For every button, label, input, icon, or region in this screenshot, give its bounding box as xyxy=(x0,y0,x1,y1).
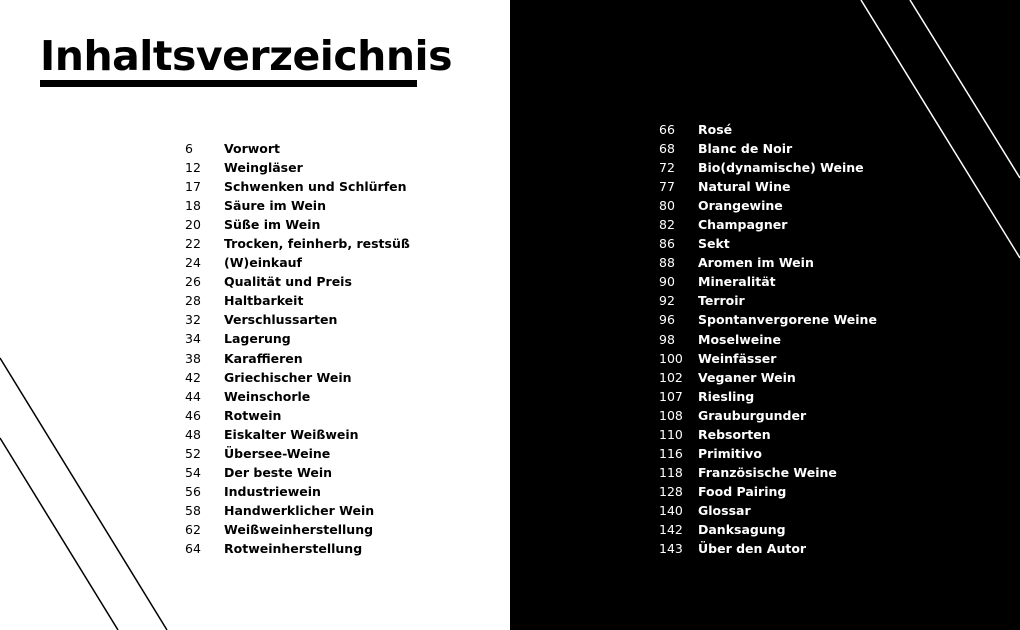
diagonal-line xyxy=(861,0,1020,258)
toc-page-number: 62 xyxy=(185,521,201,537)
toc-page-number: 143 xyxy=(659,541,683,557)
toc-chapter-title: Riesling xyxy=(698,388,755,404)
toc-page-number: 92 xyxy=(659,293,675,309)
toc-chapter-title: Mineralität xyxy=(698,274,776,290)
toc-chapter-title: Verschlussarten xyxy=(224,312,338,328)
toc-chapter-title: Spontanvergorene Weine xyxy=(698,312,877,328)
toc-page-number: 42 xyxy=(185,369,201,385)
toc-page-number: 77 xyxy=(659,179,675,195)
diagonal-line xyxy=(0,358,167,630)
toc-page-number: 116 xyxy=(659,445,683,461)
toc-chapter-title: Haltbarkeit xyxy=(224,293,304,309)
toc-page-number: 88 xyxy=(659,255,675,271)
toc-page-number: 18 xyxy=(185,198,201,214)
toc-page-number: 34 xyxy=(185,331,201,347)
toc-chapter-title: Trocken, feinherb, restsüß xyxy=(224,236,410,252)
decorative-lines-right xyxy=(510,0,1020,630)
toc-chapter-title: Aromen im Wein xyxy=(698,255,814,271)
toc-chapter-title: Weißweinherstellung xyxy=(224,521,374,537)
toc-chapter-title: Lagerung xyxy=(224,331,291,347)
toc-page-number: 52 xyxy=(185,445,201,461)
toc-chapter-title: Rotweinherstellung xyxy=(224,540,363,556)
toc-chapter-title: Sekt xyxy=(698,236,730,252)
toc-chapter-title: Weingläser xyxy=(224,160,303,176)
toc-page-number: 20 xyxy=(185,217,201,233)
toc-page-number: 108 xyxy=(659,407,683,423)
diagonal-line xyxy=(910,0,1020,178)
toc-page-number: 22 xyxy=(185,236,201,252)
toc-page-number: 17 xyxy=(185,179,201,195)
toc-chapter-title: Champagner xyxy=(698,217,788,233)
toc-page-number: 86 xyxy=(659,236,675,252)
toc-chapter-title: Danksagung xyxy=(698,521,786,537)
right-page xyxy=(510,0,1020,630)
toc-page-number: 110 xyxy=(659,426,683,442)
toc-page-number: 118 xyxy=(659,464,683,480)
toc-chapter-title: Glossar xyxy=(698,502,751,518)
toc-page-number: 66 xyxy=(659,122,675,137)
toc-chapter-title: Natural Wine xyxy=(698,179,791,195)
toc-chapter-title: Industriewein xyxy=(224,483,321,499)
toc-chapter-title: Veganer Wein xyxy=(698,369,796,385)
toc-page-number: 68 xyxy=(659,141,675,157)
toc-chapter-title: Über den Autor xyxy=(698,541,807,557)
toc-chapter-title: (W)einkauf xyxy=(224,255,302,271)
toc-chapter-title: Bio(dynamische) Weine xyxy=(698,160,864,176)
page-title: Inhaltsverzeichnis xyxy=(40,32,452,80)
toc-page-number: 102 xyxy=(659,369,683,385)
toc-chapter-title: Primitivo xyxy=(698,445,762,461)
toc-chapter-title: Der beste Wein xyxy=(224,464,333,480)
toc-chapter-title: Orangewine xyxy=(698,198,783,214)
toc-page-number: 140 xyxy=(659,502,683,518)
toc-chapter-title: Schwenken und Schlürfen xyxy=(224,179,407,195)
toc-page-number: 12 xyxy=(185,160,201,176)
toc-page-number: 32 xyxy=(185,312,201,328)
toc-page-number: 90 xyxy=(659,274,675,290)
toc-page-number: 128 xyxy=(659,483,683,499)
toc-chapter-title: Grauburgunder xyxy=(698,407,807,423)
toc-page-number: 6 xyxy=(185,141,193,156)
toc-chapter-title: Rebsorten xyxy=(698,426,771,442)
toc-page-number: 46 xyxy=(185,407,201,423)
toc-chapter-title: Blanc de Noir xyxy=(698,141,793,157)
toc-page-number: 56 xyxy=(185,483,201,499)
toc-page-number: 98 xyxy=(659,331,675,347)
toc-chapter-title: Eiskalter Weißwein xyxy=(224,426,359,442)
toc-chapter-title: Terroir xyxy=(698,293,745,309)
toc-page-number: 58 xyxy=(185,502,201,518)
toc-page-number: 142 xyxy=(659,521,683,537)
toc-chapter-title: Karaffieren xyxy=(224,350,303,366)
toc-page-number: 26 xyxy=(185,274,201,290)
toc-chapter-title: Süße im Wein xyxy=(224,217,321,233)
toc-page-number: 107 xyxy=(659,388,683,404)
toc-chapter-title: Übersee-Weine xyxy=(224,445,331,461)
toc-page-number: 80 xyxy=(659,198,675,214)
toc-page-number: 96 xyxy=(659,312,675,328)
toc-chapter-title: Moselweine xyxy=(698,331,781,347)
toc-chapter-title: Weinschorle xyxy=(224,388,311,404)
toc-page-number: 54 xyxy=(185,464,201,480)
diagonal-line xyxy=(0,438,118,630)
toc-page-number: 82 xyxy=(659,217,675,233)
toc-chapter-title: Food Pairing xyxy=(698,483,787,499)
toc-page-number: 28 xyxy=(185,293,201,309)
toc-chapter-title: Rotwein xyxy=(224,407,282,423)
toc-chapter-title: Qualität und Preis xyxy=(224,274,352,290)
toc-page-number: 100 xyxy=(659,350,683,366)
toc-chapter-title: Handwerklicher Wein xyxy=(224,502,375,518)
toc-chapter-title: Rosé xyxy=(698,122,733,137)
toc-chapter-title: Weinfässer xyxy=(698,350,777,366)
toc-chapter-title: Säure im Wein xyxy=(224,198,326,214)
toc-page-number: 72 xyxy=(659,160,675,176)
toc-chapter-title: Griechischer Wein xyxy=(224,369,352,385)
toc-chapter-title: Französische Weine xyxy=(698,464,837,480)
toc-page-number: 44 xyxy=(185,388,201,404)
toc-page-number: 48 xyxy=(185,426,201,442)
toc-page-number: 64 xyxy=(185,540,201,556)
toc-page-number: 38 xyxy=(185,350,201,366)
toc-page-number: 24 xyxy=(185,255,201,271)
toc-chapter-title: Vorwort xyxy=(224,141,281,156)
